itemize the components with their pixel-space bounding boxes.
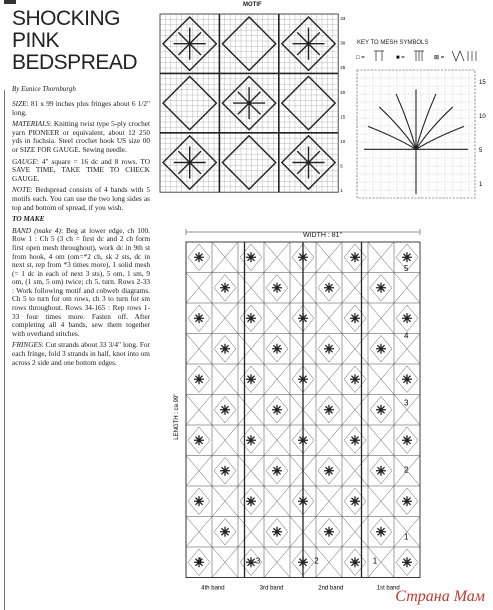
motif-axis-label: 33 [340,16,346,21]
cobweb-row-label: 10 [479,114,486,120]
band-number: 2 [314,556,319,566]
layout-chart [170,228,442,600]
paragraph [12,186,150,212]
corner-mark [4,0,16,4]
svg-text:■ =: ■ = [396,55,405,61]
paragraph-text: : Knitting twist type 5-ply crochet yarn PIONEER or equivalent, about 12 250 yds in fuchsia. Steel crochet hook US size 00 or SIZE FOR GAUGE. Sewing needle. [12,119,150,154]
column-rule [4,90,5,610]
band-label: 3rd band [259,585,284,592]
paragraph-text: : 81 x 99 inches plus fringes about 6 1/2" long. [12,99,150,117]
paragraph-text: : Bedspread consists of 4 bands with 5 motifs each. You can use the two long sides as top and bottom of spread, if you wish. [12,185,150,212]
width-label: WIDTH : 81" [303,232,343,239]
paragraph-label: MATERIALS [12,119,50,129]
paragraph [12,100,150,117]
motif-axis-label: 20 [340,89,346,95]
band-label: 4th band [201,585,225,592]
paragraph [12,158,150,184]
paragraph-label: BAND (make 4) [12,225,61,235]
band-number: 2 [404,465,409,475]
band-number: 1 [372,556,378,566]
band-number: 4 [197,556,202,566]
title-line: SHOCKING [12,7,121,30]
motif-axis-label: 30 [340,40,346,46]
title-line: PINK [12,29,60,52]
key-title: KEY TO MESH SYMBOLS [357,40,429,46]
cobweb-row-label: 1 [479,182,483,188]
motif-axis-label: 10 [340,139,346,144]
width-dimension [186,229,420,235]
band-number: 4 [404,331,409,341]
motif-axis-label: 5 [340,163,343,169]
cobweb-row-label: 5 [479,148,483,154]
title-line: BEDSPREAD [12,51,138,74]
instructions [12,100,150,370]
band-number: 1 [404,532,409,542]
paragraph-text: : Cut strands about 33 3/4" long. For each fringe, fold 3 strands in half, knot into om across 2 side and one bottom edges. [12,340,150,367]
length-label: LENGTH : ca 99" [174,393,180,440]
paragraph-label: SIZE [12,99,27,108]
paragraph [12,227,150,339]
band-number: 5 [404,264,409,274]
motif-chart [158,12,346,205]
paragraph-label: FRINGES [12,340,42,350]
paragraph-label: GAUGE [12,156,37,166]
motif-label: MOTIF [243,2,262,8]
paragraph-text: : 4" square = 16 dc and 8 rows. TO SAVE TIME, TAKE TIME TO CHECK GAUGE. [12,156,150,183]
svg-text:⊠ =: ⊠ = [434,55,445,61]
paragraph [12,215,150,224]
byline: By Eunice Thornburgh [12,85,76,93]
paragraph [12,120,150,154]
motif-axis-label: 25 [340,65,346,71]
paragraph-label: TO MAKE [12,214,45,224]
motif-axis-label: 15 [340,114,346,120]
mesh-key [356,48,486,64]
paragraph [12,341,150,367]
paragraph-label: NOTE [12,185,31,195]
paragraph-text: : Beg at lower edge, ch 100. Row 1 : Ch 5 (3 ch = first dc and 2 ch form first open mesh throughout), work dc in 9th st from hook, 4 om (om=*2 ch, sk 2 sts, dc in next st, rep from *3 times more), 1 solid mesh (= 1 dc in each of next 3 sts), 5 om, 1 sm, 9 om, (1 sm, 5 om) twice; ch 5, turn. Rows 2-33 : Work following motif and cobweb diagrams. Ch 5 to turn for om rows, ch 3 to turn for sm rows throughout. Rows 34-165 : Rep rows 1-33 four times more. Fasten off. After completing all 4 bands, sew them together with overhand stitches. [12,225,150,338]
band-number: 3 [404,398,409,408]
svg-text:□ =: □ = [356,55,365,61]
pattern-title [12,8,152,74]
cobweb-diagram [355,68,490,204]
band-label: 1st band [376,585,400,592]
band-label: 2nd band [318,585,344,592]
cobweb-row-label: 15 [479,80,486,86]
motif-axis-label: 1 [340,188,343,194]
watermark: Страна Мам [395,588,485,605]
band-number: 3 [255,556,261,566]
